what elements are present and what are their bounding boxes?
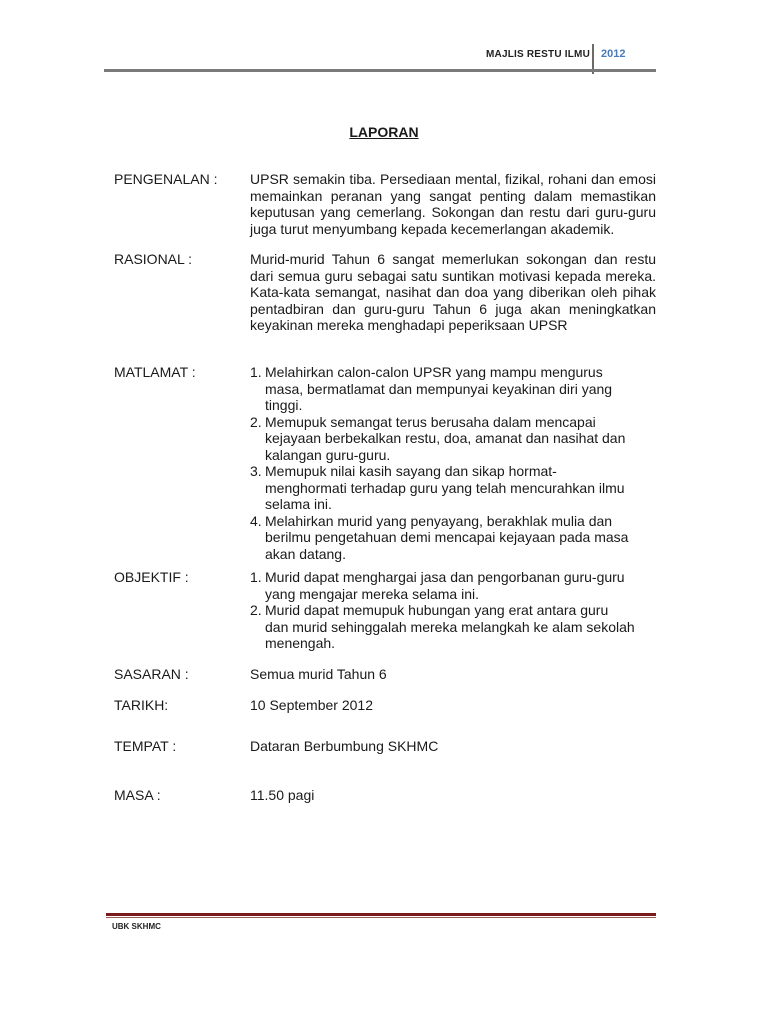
list-number: 2. bbox=[250, 413, 262, 430]
section-label: SASARAN : bbox=[114, 666, 189, 682]
document-title: LAPORAN bbox=[349, 124, 419, 140]
list-item bbox=[250, 414, 635, 464]
list-item bbox=[250, 364, 635, 414]
list-text: Memupuk nilai kasih sayang dan sikap hormat-menghormati terhadap guru yang telah mencurahkan ilmu selama ini. bbox=[265, 463, 625, 512]
section-text: UPSR semakin tiba. Persediaan mental, fizikal, rohani dan emosi memainkan peranan yang sangat penting dalam memastikan keputusan yang cemerlang. Sokongan dan restu dari guru-guru juga turut menyumbang kepada kecemerlangan akademik. bbox=[250, 171, 656, 237]
list-number: 2. bbox=[250, 602, 262, 618]
list-text: Melahirkan murid yang penyayang, berakhlak mulia dan berilmu pengetahuan demi mencapai kejayaan pada masa akan datang. bbox=[265, 512, 629, 562]
section-text: 11.50 pagi bbox=[250, 787, 315, 803]
section-text: Dataran Berbumbung SKHMC bbox=[250, 738, 439, 754]
list-number: 1. bbox=[250, 364, 262, 380]
section-label: RASIONAL : bbox=[114, 251, 193, 267]
list-item bbox=[250, 513, 635, 563]
header-title: MAJLIS RESTU ILMU bbox=[486, 49, 590, 60]
objektif-list bbox=[250, 569, 635, 652]
section-text: Murid-murid Tahun 6 sangat memerlukan sokongan dan restu dari semua guru sebagai satu suntikan motivasi kepada mereka. Kata-kata semangat, nasihat dan doa yang diberikan oleh pihak pentadbiran dan guru-guru Tahun 6 juga akan meningkatkan keyakinan mereka menghadapi peperiksaan UPSR bbox=[250, 251, 656, 333]
list-item bbox=[250, 602, 635, 652]
footer-rule bbox=[106, 913, 656, 916]
list-item bbox=[250, 463, 635, 513]
matlamat-list bbox=[250, 364, 635, 562]
section-label: TEMPAT : bbox=[114, 738, 177, 754]
list-number: 4. bbox=[250, 512, 262, 529]
list-number: 3. bbox=[250, 463, 262, 479]
footer-text: UBK SKHMC bbox=[112, 922, 161, 931]
footer-rule-thin bbox=[106, 917, 656, 918]
header-year: 2012 bbox=[601, 48, 626, 60]
list-text: Memupuk semangat terus berusaha dalam mencapai kejayaan berbekalkan restu, doa, amanat dan nasihat dan kalangan guru-guru. bbox=[265, 413, 626, 463]
section-label: PENGENALAN : bbox=[114, 171, 218, 187]
list-text: Murid dapat memupuk hubungan yang erat antara guru dan murid sehinggalah mereka melangkah ke alam sekolah menengah. bbox=[265, 602, 635, 651]
list-item bbox=[250, 569, 635, 602]
list-number: 1. bbox=[250, 569, 262, 585]
section-text: 10 September 2012 bbox=[250, 697, 373, 713]
section-label: MATLAMAT : bbox=[114, 364, 196, 380]
list-text: Murid dapat menghargai jasa dan pengorbanan guru-guru yang mengajar mereka selama ini. bbox=[265, 569, 625, 602]
list-text: Melahirkan calon-calon UPSR yang mampu mengurus masa, bermatlamat dan mempunyai keyakinan diri yang tinggi. bbox=[265, 364, 613, 413]
section-text: Semua murid Tahun 6 bbox=[250, 666, 387, 682]
section-label: MASA : bbox=[114, 787, 161, 803]
header-rule bbox=[104, 69, 656, 72]
section-label: TARIKH: bbox=[114, 697, 169, 713]
section-label: OBJEKTIF : bbox=[114, 569, 189, 585]
